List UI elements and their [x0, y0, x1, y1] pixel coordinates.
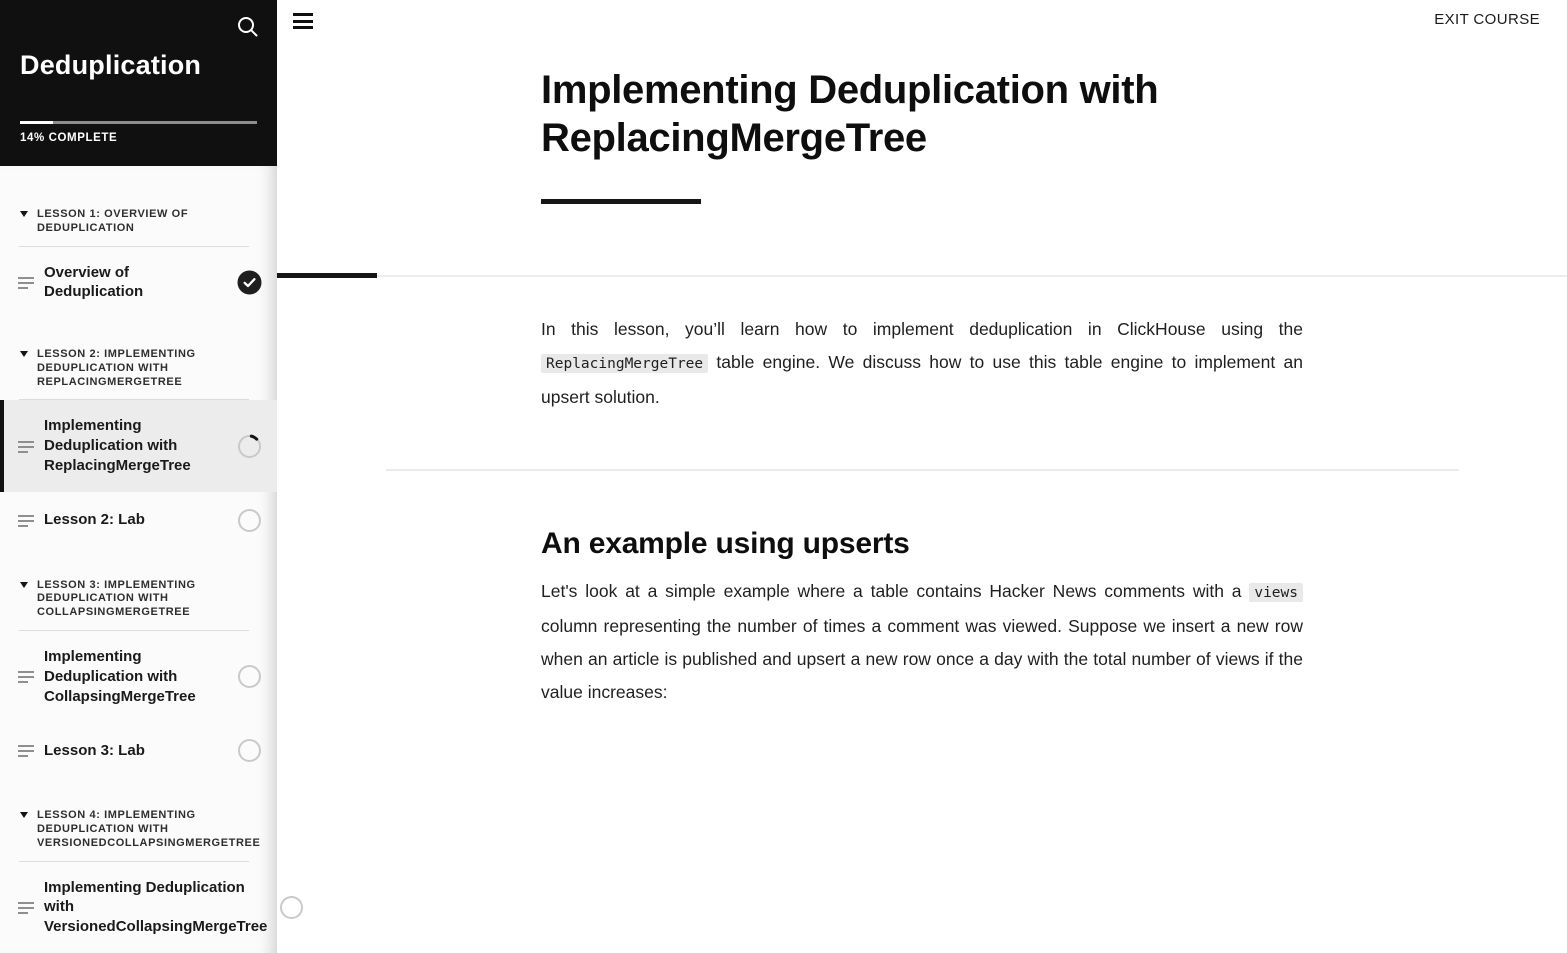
- title-underline-rule: [541, 199, 701, 204]
- text-lines-icon: [18, 514, 36, 528]
- progress-ring-icon: [237, 434, 262, 459]
- lesson-paragraph: Let's look at a simple example where a table contains Hacker News comments with a views column representing the number of times a comment was viewed. Suppose we insert a new row when an article is published and upsert a new row once a day with the total number of views if the value increases:: [541, 581, 1303, 702]
- sidebar-item-lesson-2-lab[interactable]: [0, 492, 277, 549]
- section-header-lesson-2[interactable]: [0, 348, 277, 389]
- text-lines-icon: [18, 670, 36, 684]
- section-label: LESSON 4: IMPLEMENTING DEDUPLICATION WITH VERSIONEDCOLLAPSINGMERGETREE: [37, 809, 261, 849]
- sidebar-item-label: Implementing Deduplication with ReplacingMergeTree: [44, 417, 191, 474]
- sidebar-item-label: Lesson 2: Lab: [44, 511, 145, 529]
- empty-circle-icon: [279, 895, 304, 920]
- reading-progress-track: [277, 275, 1567, 277]
- content-divider: [386, 469, 1459, 471]
- search-icon[interactable]: [234, 14, 262, 42]
- text-lines-icon: [18, 901, 36, 915]
- progress-bar: [20, 121, 257, 124]
- lesson-body: [541, 313, 1303, 709]
- reading-progress-fill: [277, 273, 377, 278]
- lesson-nav: [0, 166, 277, 953]
- sidebar-item-implementing-replacingmergetree[interactable]: [0, 400, 277, 491]
- progress-label: 14% COMPLETE: [20, 132, 118, 144]
- sidebar-item-overview-of-deduplication[interactable]: [0, 247, 277, 319]
- lesson-content-area: [277, 0, 1567, 802]
- sidebar-item-label: Overview of Deduplication: [44, 263, 144, 301]
- progress-bar-fill: [20, 121, 53, 124]
- text-lines-icon: [18, 440, 36, 454]
- section-header-lesson-4[interactable]: [0, 809, 277, 850]
- section-label: LESSON 2: IMPLEMENTING DEDUPLICATION WITH REPLACINGMERGETREE: [37, 348, 196, 388]
- course-progress: [20, 121, 257, 144]
- empty-circle-icon: [237, 508, 262, 533]
- sidebar-header: [0, 0, 277, 166]
- exit-course-link[interactable]: EXIT COURSE: [1434, 11, 1540, 28]
- check-circle-icon: [237, 270, 262, 295]
- sidebar-item-label: Implementing Deduplication with CollapsingMergeTree: [44, 647, 196, 705]
- empty-circle-icon: [237, 738, 262, 763]
- hamburger-menu-icon[interactable]: [291, 13, 315, 33]
- content-section-heading: An example using upserts: [541, 527, 910, 560]
- chevron-down-icon: [20, 351, 28, 357]
- sidebar-item-implementing-versionedcollapsingmergetree[interactable]: [0, 862, 277, 953]
- sidebar-item-lesson-3-lab[interactable]: [0, 722, 277, 779]
- sidebar-item-implementing-collapsingmergetree[interactable]: [0, 631, 277, 722]
- chevron-down-icon: [20, 812, 28, 818]
- inline-code: views: [1249, 583, 1303, 602]
- text-lines-icon: [18, 744, 36, 758]
- course-sidebar: [0, 0, 277, 936]
- text-lines-icon: [18, 276, 36, 290]
- sidebar-item-label: Lesson 3: Lab: [44, 741, 145, 759]
- sidebar-item-label: Implementing Deduplication with VersionedCollapsingMergeTree: [44, 878, 268, 936]
- chevron-down-icon: [20, 582, 28, 588]
- section-header-lesson-1[interactable]: [0, 208, 277, 236]
- section-label: LESSON 3: IMPLEMENTING DEDUPLICATION WITH COLLAPSINGMERGETREE: [37, 578, 196, 619]
- section-header-lesson-3[interactable]: [0, 579, 277, 620]
- lesson-paragraph: In this lesson, you’ll learn how to implement deduplication in ClickHouse using the ReplacingMergeTree table engine. We discuss how to use this table engine to implement an upsert solution.: [541, 319, 1303, 407]
- empty-circle-icon: [237, 664, 262, 689]
- lesson-title: Implementing Deduplication with ReplacingMergeTree: [541, 68, 1159, 160]
- chevron-down-icon: [20, 211, 28, 217]
- section-label: LESSON 1: OVERVIEW OF DEDUPLICATION: [37, 208, 189, 234]
- course-title: Deduplication: [20, 50, 202, 80]
- inline-code: ReplacingMergeTree: [541, 354, 708, 373]
